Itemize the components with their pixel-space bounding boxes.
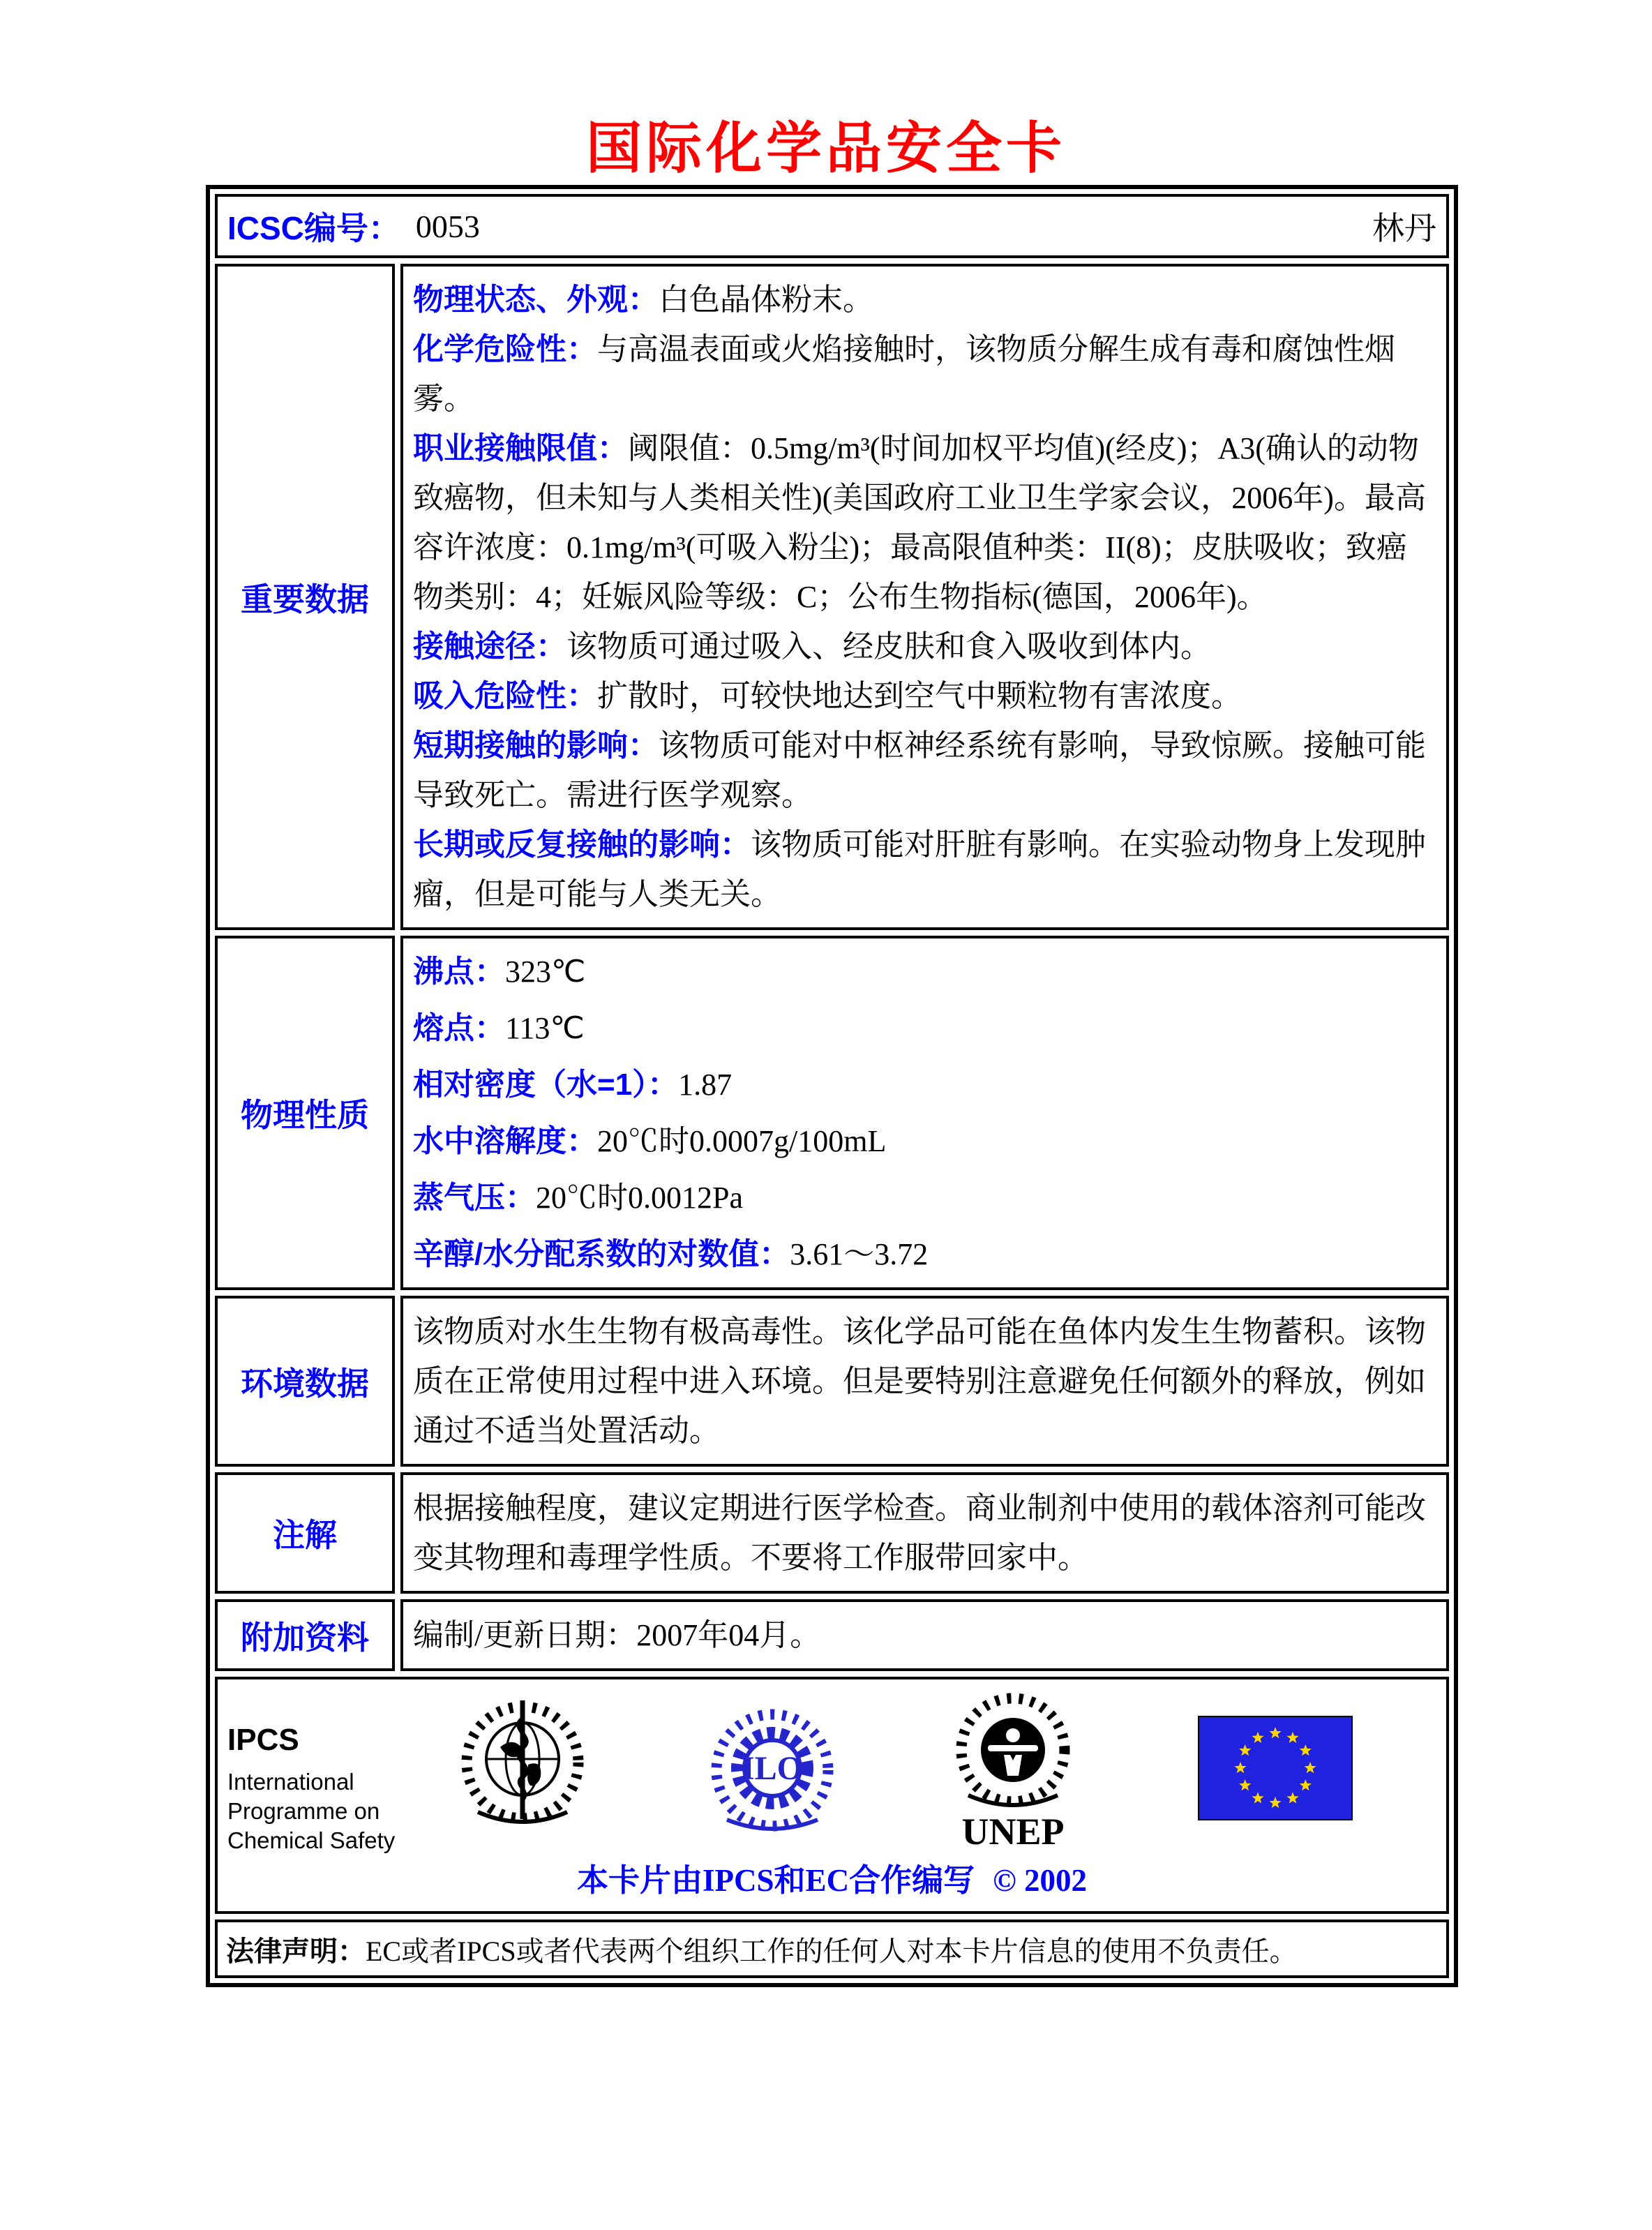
item-label: 长期或反复接触的影响：: [413, 828, 751, 862]
important-data-row: [215, 264, 1449, 930]
additional-info-content: 编制/更新日期：2007年04月。: [400, 1599, 1449, 1671]
notes-row: [215, 1472, 1449, 1594]
footer-cell: [215, 1677, 1449, 1914]
important-data-item: [413, 622, 1436, 671]
item-text: 该物质可通过吸入、经皮肤和食入吸收到体内。: [566, 629, 1211, 664]
ilo-logo-icon: [706, 1704, 839, 1843]
header-cell: [215, 194, 1449, 258]
physical-property-item: [413, 1060, 1436, 1109]
item-text: 3.61～3.72: [790, 1237, 929, 1271]
item-text: 1.87: [678, 1068, 733, 1102]
physical-property-item: [413, 1003, 1436, 1053]
important-data-item: [413, 671, 1436, 721]
ilo-text: ILO: [741, 1750, 804, 1787]
icsc-number-value: 0053: [415, 208, 480, 244]
ipcs-subtitle-line: International: [227, 1769, 354, 1795]
header-row: [215, 194, 1449, 258]
item-text: 阈限值：0.5mg/m³(时间加权平均值)(经皮)；A3(确认的动物致癌物，但未知与人类相关性)(美国政府工业卫生学家会议，2006年)。最高容许浓度：0.1mg/m³(可吸入粉尘)；最高限值种类：II(8)；皮肤吸收；致癌物类别：4；妊娠风险等级：C；公布生物指标(德国，2006年)。: [413, 431, 1426, 614]
item-label: 水中溶解度：: [413, 1124, 597, 1158]
ipcs-title: IPCS: [227, 1723, 299, 1757]
item-label: 化学危险性：: [413, 332, 597, 366]
important-data-item: [413, 721, 1436, 820]
credit-line: [218, 1855, 1446, 1900]
copyright-text: © 2002: [993, 1863, 1087, 1898]
credit-text: 本卡片由IPCS和EC合作编写: [577, 1863, 975, 1898]
important-data-item: [413, 424, 1436, 622]
unep-text: UNEP: [961, 1811, 1065, 1853]
physical-property-item: [413, 1116, 1436, 1166]
section-label-physical-properties: 物理性质: [215, 936, 395, 1290]
chemical-name: 林丹: [1372, 211, 1436, 246]
item-text: 20℃时0.0007g/100mL: [597, 1124, 887, 1158]
item-text: 113℃: [505, 1011, 585, 1045]
item-label: 相对密度（水=1）：: [413, 1068, 679, 1102]
item-text: 扩散时，可较快地达到空气中颗粒物有害浓度。: [597, 679, 1242, 713]
item-label: 吸入危险性：: [413, 679, 597, 713]
item-label: 职业接触限值：: [413, 431, 628, 465]
physical-properties-content: [400, 936, 1449, 1290]
important-data-content: [400, 264, 1449, 930]
icsc-card: [206, 185, 1458, 1987]
physical-properties-row: [215, 936, 1449, 1290]
physical-property-item: [413, 1173, 1436, 1222]
environmental-data-content: 该物质对水生生物有极高毒性。该化学品可能在鱼体内发生生物蓄积。该物质在正常使用过程中进入环境。但是要特别注意避免任何额外的释放，例如通过不适当处置活动。: [400, 1296, 1449, 1467]
notes-content: 根据接触程度，建议定期进行医学检查。商业制剂中使用的载体溶剂可能改变其物理和毒理学性质。不要将工作服带回家中。: [400, 1472, 1449, 1594]
item-text: 20℃时0.0012Pa: [536, 1181, 743, 1215]
footer-row: [215, 1677, 1449, 1914]
item-text: 与高温表面或火焰接触时，该物质分解生成有毒和腐蚀性烟雾。: [413, 332, 1395, 416]
section-label-notes: 注解: [215, 1472, 395, 1594]
legal-cell: [215, 1920, 1449, 1978]
additional-info-row: [215, 1599, 1449, 1671]
ipcs-block: [227, 1723, 395, 1855]
item-label: 辛醇/水分配系数的对数值：: [413, 1237, 790, 1271]
item-text: 该物质可能对肝脏有影响。在实验动物身上发现肿瘤，但是可能与人类无关。: [413, 828, 1426, 911]
environmental-data-row: [215, 1296, 1449, 1467]
item-text: 323℃: [505, 955, 586, 989]
item-label: 短期接触的影响：: [413, 728, 659, 763]
item-label: 沸点：: [413, 955, 505, 989]
physical-property-item: [413, 947, 1436, 996]
physical-property-item: [413, 1229, 1436, 1279]
item-label: 蒸气压：: [413, 1181, 536, 1215]
section-label-environmental-data: 环境数据: [215, 1296, 395, 1467]
legal-text: EC或者IPCS或者代表两个组织工作的任何人对本卡片信息的使用不负责任。: [366, 1935, 1298, 1967]
icsc-number-label: ICSC编号：: [227, 210, 400, 246]
item-label: 接触途径：: [413, 629, 566, 664]
who-logo-icon: [458, 1695, 587, 1841]
eu-flag-icon: [1198, 1716, 1353, 1824]
legal-label: 法律声明：: [226, 1936, 366, 1967]
page-title: 国际化学品安全卡: [586, 119, 1066, 180]
section-label-additional-info: 附加资料: [215, 1599, 395, 1671]
important-data-item: [413, 820, 1436, 919]
important-data-item: [413, 275, 1436, 324]
ipcs-subtitle-line: Chemical Safety: [227, 1827, 396, 1853]
ipcs-subtitle-line: Programme on: [227, 1798, 380, 1824]
important-data-item: [413, 324, 1436, 424]
item-label: 熔点：: [413, 1011, 505, 1045]
section-label-important-data: 重要数据: [215, 264, 395, 930]
item-text: 白色晶体粉末。: [659, 283, 873, 317]
legal-row: [215, 1920, 1449, 1978]
item-label: 物理状态、外观：: [413, 283, 659, 317]
unep-logo-icon: [952, 1692, 1074, 1859]
item-text: 该物质可能对中枢神经系统有影响，导致惊厥。接触可能导致死亡。需进行医学观察。: [413, 728, 1426, 812]
